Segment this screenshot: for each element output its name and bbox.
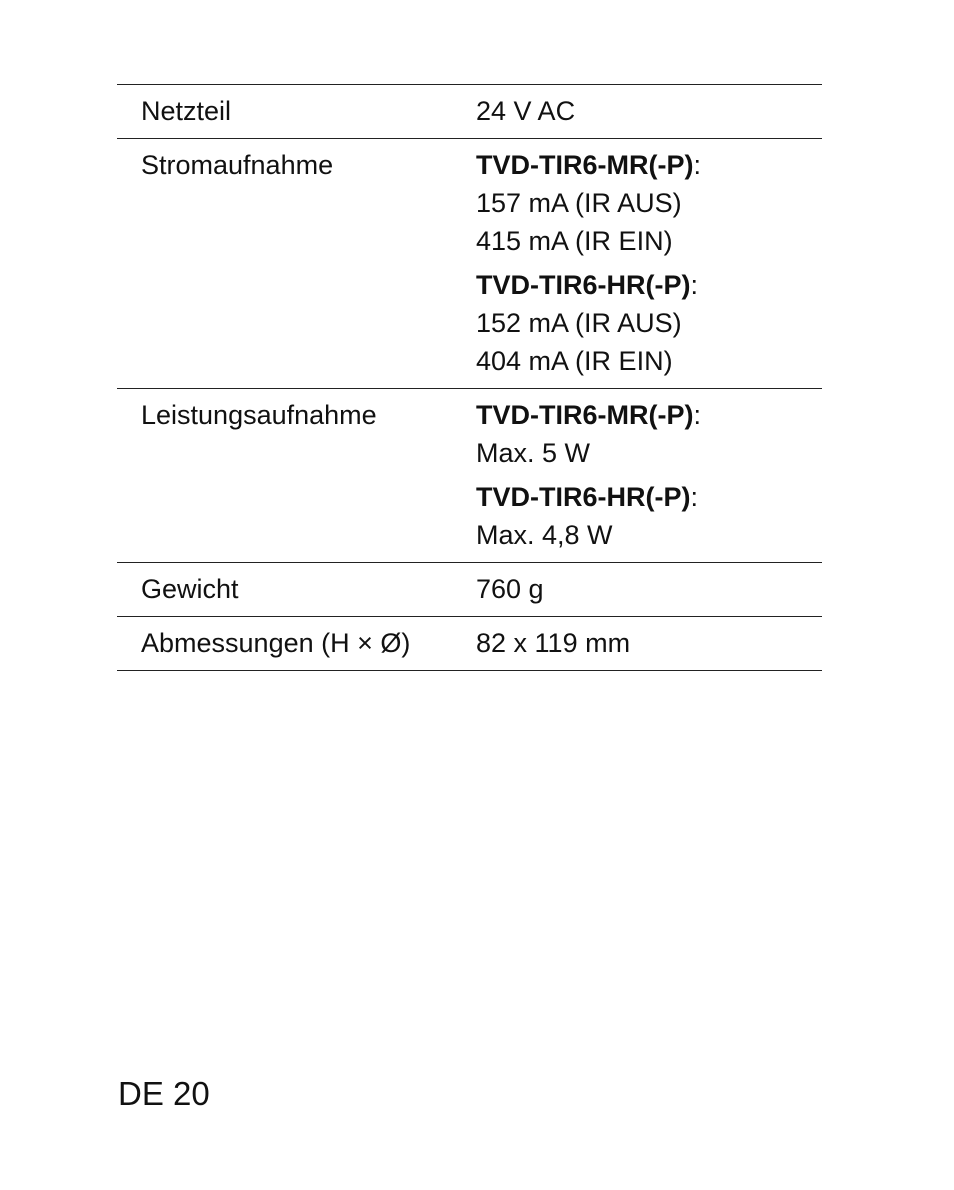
spec-row-gewicht: [117, 563, 822, 617]
spec-label: Gewicht: [141, 574, 239, 604]
spec-label: Leistungsaufnahme: [141, 400, 377, 430]
model-heading: TVD-TIR6-HR(-P):: [476, 270, 698, 300]
model-name: TVD-TIR6-HR(-P): [476, 482, 691, 512]
spec-value: [476, 92, 822, 130]
spec-value-line: 24 V AC: [476, 96, 576, 126]
model-group: [476, 396, 822, 472]
spec-row-stromaufnahme: [117, 139, 822, 389]
model-heading: TVD-TIR6-MR(-P):: [476, 150, 701, 180]
model-group: [476, 266, 822, 380]
spec-value-line: 82 x 119 mm: [476, 628, 631, 658]
spec-value-line: 157 mA (IR AUS): [476, 188, 682, 218]
spec-value: [476, 396, 822, 554]
spec-value-line: 404 mA (IR EIN): [476, 346, 673, 376]
spec-row-leistungsaufnahme: [117, 389, 822, 563]
model-heading: TVD-TIR6-HR(-P):: [476, 482, 698, 512]
spec-row-abmessungen: [117, 617, 822, 671]
spec-value-line: 415 mA (IR EIN): [476, 226, 673, 256]
spec-value-line: Max. 5 W: [476, 438, 591, 468]
spec-row-netzteil: [117, 85, 822, 139]
spec-value: [476, 624, 822, 662]
model-group: [476, 146, 822, 260]
spec-label: Stromaufnahme: [141, 150, 334, 180]
model-heading: TVD-TIR6-MR(-P):: [476, 400, 701, 430]
model-name: TVD-TIR6-HR(-P): [476, 270, 691, 300]
spec-value: [476, 570, 822, 608]
spec-label: Netzteil: [141, 96, 232, 126]
spec-table: [117, 84, 822, 671]
model-name: TVD-TIR6-MR(-P): [476, 150, 694, 180]
spec-label: Abmessungen (H × Ø): [141, 628, 411, 658]
spec-value-line: Max. 4,8 W: [476, 520, 613, 550]
page-number: DE 20: [118, 1075, 210, 1112]
spec-value-line: 152 mA (IR AUS): [476, 308, 682, 338]
spec-value: [476, 146, 822, 380]
model-group: [476, 478, 822, 554]
spec-value-line: 760 g: [476, 574, 544, 604]
model-name: TVD-TIR6-MR(-P): [476, 400, 694, 430]
